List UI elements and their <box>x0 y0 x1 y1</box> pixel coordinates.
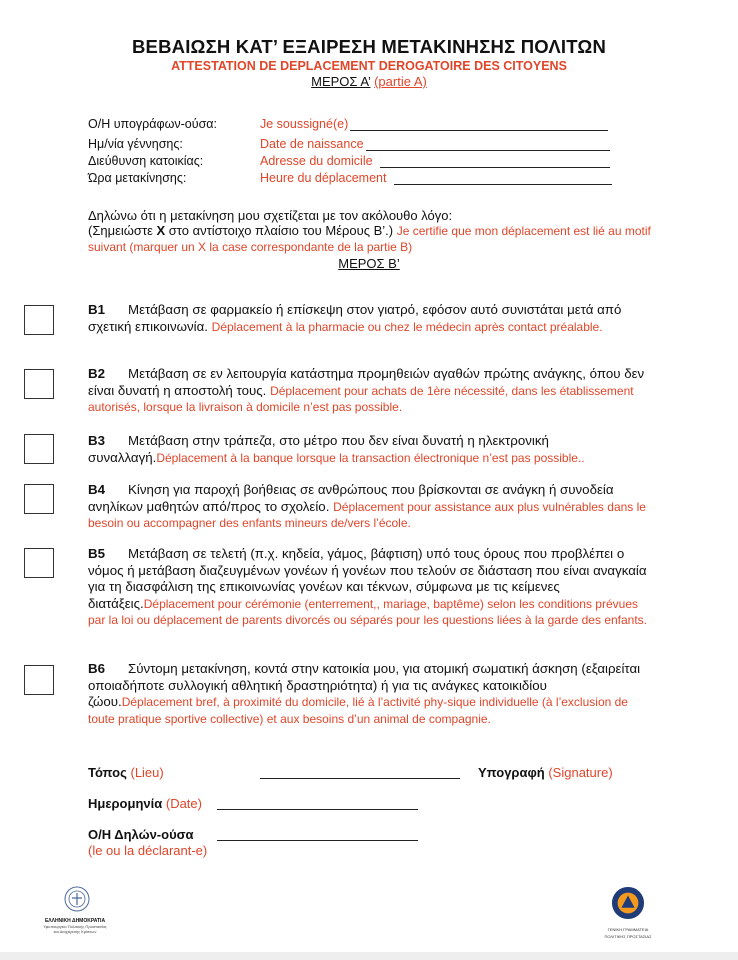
declarant-label: Ο/Η Δηλών-ούσα <box>88 827 194 842</box>
reason-code: Β5 <box>88 546 105 561</box>
logo-left-subtitle-1: Υφυπουργείο Πολιτικής Προστασίας <box>43 924 107 929</box>
checkbox-b1[interactable] <box>24 305 54 335</box>
declarant-label-french: (le ou la déclarant-e) <box>88 843 208 858</box>
signature-label: Υπογραφή <box>478 765 545 780</box>
field-label: Ημ/νία γέννησης: <box>88 137 183 151</box>
part-a-label-french: (partie A) <box>374 74 427 89</box>
reason-text: Μετάβαση σε τελετή (π.χ. κηδεία, γάμος, βάφτιση) υπό τους όρους που προβλέπει ο νόμος ή μετάβαση διαζευγμένων γονέων ή γονέων που τελούν σε διάσταση που είναι αναγκαία για τη διασφάλιση της επικοινωνίας γονέων και τέκνων, σύμφωνα με τις κείμενες διατάξεις. <box>88 546 647 611</box>
reason-text-french: Déplacement pour assistance aux plus vulnérables dans le besoin ou accompagner des enfants mineurs de/vers l’école. <box>88 499 646 530</box>
part-a-heading <box>0 74 738 89</box>
document-title: ΒΕΒΑΙΩΣΗ ΚΑΤ’ ΕΞΑΙΡΕΣΗ ΜΕΤΑΚΙΝΗΣΗΣ ΠΟΛΙΤΩΝ <box>131 36 607 57</box>
field-label: Διεύθυνση κατοικίας: <box>88 154 204 168</box>
reason-text-french: Déplacement à la pharmacie ou chez le médecin après contact préalable. <box>211 319 603 334</box>
field-departure-time[interactable] <box>88 171 618 189</box>
checkbox-b4[interactable] <box>24 484 54 514</box>
field-label: Ώρα μετακίνησης: <box>88 171 187 185</box>
signature-label-french: (Signature) <box>548 765 613 780</box>
reason-item-b3 <box>88 433 653 466</box>
logo-right-subtitle-1: ΓΕΝΙΚΗ ΓΡΑΜΜΑΤΕΙΑ <box>607 927 649 932</box>
place-field <box>88 765 164 780</box>
date-field <box>88 796 202 811</box>
field-label-french: Heure du déplacement <box>260 171 387 185</box>
reason-item-b6 <box>88 661 653 727</box>
checkbox-b5[interactable] <box>24 548 54 578</box>
field-address[interactable] <box>88 154 618 172</box>
reason-code: Β4 <box>88 482 105 497</box>
checkbox-b6[interactable] <box>24 665 54 695</box>
reason-text: Σύντομη μετακίνηση, κοντά στην κατοικία μου, για ατομική σωματική άσκηση (εξαιρείται οποιαδήποτε συλλογική αθλητική δραστηριότητα) ή για τις ανάγκες κατοικιδίου ζώου. <box>88 661 641 709</box>
reason-text-french: Déplacement à la banque lorsque la transaction électronique n’est pas possible.. <box>156 450 585 465</box>
reason-item-b2 <box>88 366 653 416</box>
date-fill-line[interactable] <box>217 809 418 810</box>
field-fill-line[interactable] <box>394 184 612 185</box>
field-fill-line[interactable] <box>366 150 610 151</box>
reason-text: Μετάβαση σε φαρμακείο ή επίσκεψη στον γιατρό, εφόσον αυτό συνιστάται μετά από σχετική επικοινωνία. <box>88 302 622 334</box>
reason-text: Μετάβαση στην τράπεζα, στο μέτρο που δεν είναι δυνατή η ηλεκτρονική συναλλαγή. <box>88 433 549 465</box>
field-label: Ο/Η υπογράφων-ούσα: <box>88 117 217 131</box>
reason-text-french: Déplacement pour achats de 1ère nécessité, dans les établissement autorisés, lorsque la livraison à domicile n’est pas possible. <box>88 383 634 414</box>
date-label: Ημερομηνία <box>88 796 163 811</box>
field-label-french: Adresse du domicile <box>260 154 373 168</box>
declarant-fill-line[interactable] <box>217 840 418 841</box>
field-label-french: Date de naissance <box>260 137 364 151</box>
reason-code: Β2 <box>88 366 105 381</box>
hellenic-republic-logo <box>30 886 120 934</box>
reason-item-b5 <box>88 546 653 629</box>
reason-code: Β6 <box>88 661 105 676</box>
reason-code: Β3 <box>88 433 105 448</box>
checkbox-b3[interactable] <box>24 434 54 464</box>
civil-protection-icon <box>611 886 645 920</box>
signature-field <box>478 765 613 780</box>
reason-text: Μετάβαση σε εν λειτουργία κατάστημα προμηθειών αγαθών πρώτης ανάγκης, όπου δεν είναι δυνατή η αποστολή τους. <box>88 366 645 398</box>
place-label-french: (Lieu) <box>130 765 164 780</box>
reason-text: Κίνηση για παροχή βοήθειας σε ανθρώπους που βρίσκονται σε ανάγκη ή συνοδεία ανηλίκων μαθητών από/προς το σχολείο. <box>88 482 614 514</box>
field-fill-line[interactable] <box>380 167 610 168</box>
greek-seal-icon <box>64 886 90 912</box>
part-a-label: ΜΕΡΟΣ Α’ <box>311 74 371 89</box>
document-subtitle-french: ATTESTATION DE DEPLACEMENT DEROGATOIRE DES CITOYENS <box>171 59 567 73</box>
field-fill-line[interactable] <box>350 130 608 131</box>
reason-code: Β1 <box>88 302 105 317</box>
page-bottom-bar <box>0 952 738 960</box>
field-signatory[interactable] <box>88 117 618 135</box>
part-b-heading: ΜΕΡΟΣ Β’ <box>338 256 400 271</box>
place-fill-line[interactable] <box>260 778 460 779</box>
declaration-line-2: (Σημειώστε Χ στο αντίστοιχο πλαίσιο του Μέρους Β’.) Je certifie que mon déplacement est lié au motif suivant (marquer un X la case correspondante de la partie B) <box>88 223 651 254</box>
reason-text-french: Déplacement pour cérémonie (enterrement,, mariage, baptême) selon les conditions prévues par la loi ou déplacement de parents divorcés ou séparés pour les questions liées à la garde des enfants. <box>88 596 648 627</box>
reason-text-french: Déplacement bref, à proximité du domicile, lié à l’activité phy-sique individuelle (à l’exclusion de toute pratique sportive collective) et aux besoins d’un animal de compagnie. <box>88 695 628 726</box>
declaration-line-1: Δηλώνω ότι η μετακίνηση μου σχετίζεται με τον ακόλουθο λόγο: <box>88 208 453 223</box>
declarant-field <box>88 827 207 858</box>
checkbox-b2[interactable] <box>24 369 54 399</box>
reason-item-b4 <box>88 482 653 532</box>
reason-item-b1 <box>88 302 653 335</box>
logo-left-subtitle-2: και Διαχείρισης Κρίσεων <box>53 929 97 934</box>
civil-protection-logo <box>604 886 652 939</box>
declaration-text <box>88 208 658 255</box>
place-label: Τόπος <box>88 765 127 780</box>
declaration-french: Je certifie que mon déplacement est lié au motif suivant (marquer un X la case correspondante de la partie B) <box>88 224 651 254</box>
logo-left-title: ΕΛΛΗΝΙΚΗ ΔΗΜΟΚΡΑΤΙΑ <box>44 918 106 924</box>
field-label-french: Je soussigné(e) <box>260 117 349 131</box>
logo-right-subtitle-2: ΠΟΛΙΤΙΚΗΣ ΠΡΟΣΤΑΣΙΑΣ <box>604 934 652 939</box>
field-birth-date[interactable] <box>88 137 618 155</box>
mark-x: Χ <box>156 223 166 238</box>
date-label-french: (Date) <box>165 796 202 811</box>
